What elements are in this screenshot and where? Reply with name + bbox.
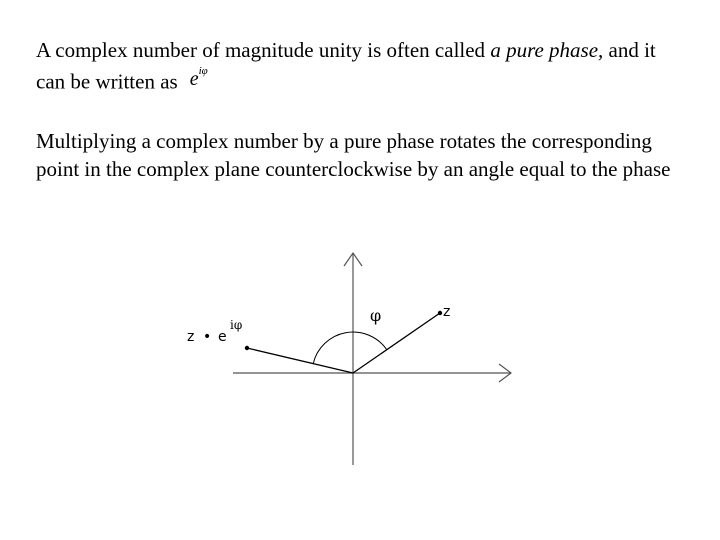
- label-rotated-z: z: [187, 329, 195, 345]
- intro-text-end: and it can be written as: [36, 38, 656, 94]
- point-z: [438, 311, 442, 315]
- formula-base: e: [189, 67, 199, 90]
- vector-rotated-z: [247, 348, 353, 373]
- label-z: z: [443, 304, 451, 320]
- intro-text-italic: a pure phase,: [490, 38, 604, 62]
- label-rotated-exponent: iφ: [230, 318, 243, 332]
- label-rotated-multiply: •: [203, 329, 212, 345]
- formula-exponent: iφ: [198, 65, 208, 77]
- angle-arc: [313, 332, 387, 364]
- rotation-paragraph: Multiplying a complex number by a pure phase rotates the corresponding point in the complex plane counterclockwise by an angle equal to the phase: [36, 129, 671, 181]
- point-rotated-z: [245, 346, 249, 350]
- label-rotated-e: e: [218, 329, 227, 345]
- intro-text-start: A complex number of magnitude unity is often called: [36, 38, 491, 62]
- vector-z: [353, 313, 440, 373]
- label-angle-phi: φ: [370, 306, 382, 325]
